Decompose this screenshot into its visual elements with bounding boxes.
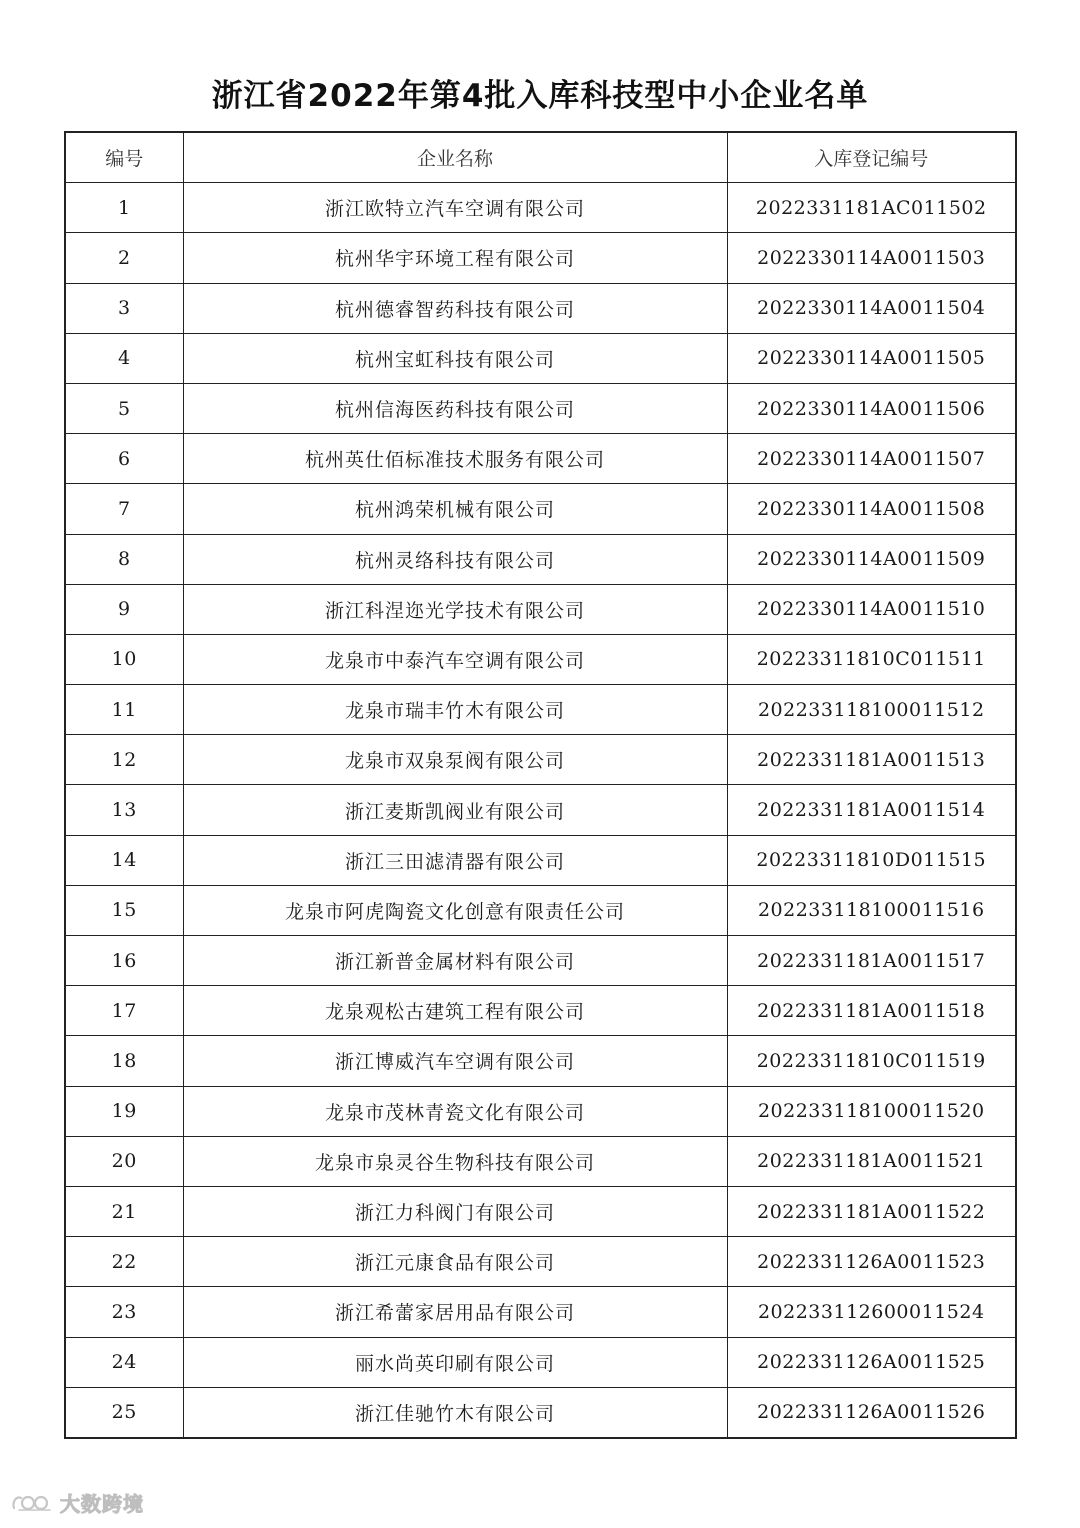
registration-code: 2022330114A0011504	[727, 283, 1016, 333]
row-number: 1	[65, 183, 183, 233]
registration-code: 2022330114A0011507	[727, 434, 1016, 484]
table-row	[65, 584, 1016, 634]
table-row	[65, 1237, 1016, 1287]
company-name: 浙江欧特立汽车空调有限公司	[183, 183, 727, 233]
company-name: 浙江三田滤清器有限公司	[183, 835, 727, 885]
row-number: 9	[65, 584, 183, 634]
table-row	[65, 484, 1016, 534]
table-row	[65, 183, 1016, 233]
table-row	[65, 986, 1016, 1036]
registration-code: 2022330114A0011510	[727, 584, 1016, 634]
company-name: 杭州华宇环境工程有限公司	[183, 233, 727, 283]
row-number: 3	[65, 283, 183, 333]
registration-code: 202233112600011524	[727, 1287, 1016, 1337]
company-name: 丽水尚英印刷有限公司	[183, 1337, 727, 1387]
company-name: 浙江力科阀门有限公司	[183, 1186, 727, 1236]
registration-code: 20223311810C011511	[727, 634, 1016, 684]
table-row	[65, 685, 1016, 735]
company-name: 杭州德睿智药科技有限公司	[183, 283, 727, 333]
row-number: 24	[65, 1337, 183, 1387]
company-name: 杭州英仕佰标准技术服务有限公司	[183, 434, 727, 484]
table-row	[65, 1086, 1016, 1136]
logo-icon	[10, 1492, 54, 1514]
row-number: 6	[65, 434, 183, 484]
registration-code: 2022330114A0011508	[727, 484, 1016, 534]
table-row	[65, 735, 1016, 785]
table-row	[65, 383, 1016, 433]
registration-code: 20223311810C011519	[727, 1036, 1016, 1086]
row-number: 21	[65, 1186, 183, 1236]
header-registration-code: 入库登记编号	[727, 132, 1016, 183]
company-name: 龙泉市瑞丰竹木有限公司	[183, 685, 727, 735]
row-number: 7	[65, 484, 183, 534]
table-row	[65, 634, 1016, 684]
watermark-text: 大数跨境	[60, 1492, 144, 1516]
registration-code: 2022331181A0011517	[727, 936, 1016, 986]
registration-code: 2022331181A0011522	[727, 1186, 1016, 1236]
table-row	[65, 233, 1016, 283]
registration-code: 20223311810D011515	[727, 835, 1016, 885]
table-row	[65, 1287, 1016, 1337]
row-number: 23	[65, 1287, 183, 1337]
table-header-row	[65, 132, 1016, 183]
header-company-name: 企业名称	[183, 132, 727, 183]
company-name: 浙江博威汽车空调有限公司	[183, 1036, 727, 1086]
company-name: 龙泉市茂林青瓷文化有限公司	[183, 1086, 727, 1136]
table-row	[65, 1136, 1016, 1186]
company-name: 浙江希蕾家居用品有限公司	[183, 1287, 727, 1337]
company-name: 浙江新普金属材料有限公司	[183, 936, 727, 986]
registration-code: 2022331181A0011518	[727, 986, 1016, 1036]
company-name: 龙泉市中泰汽车空调有限公司	[183, 634, 727, 684]
header-no: 编号	[65, 132, 183, 183]
page-title: 浙江省2022年第4批入库科技型中小企业名单	[211, 78, 869, 114]
company-name: 龙泉观松古建筑工程有限公司	[183, 986, 727, 1036]
company-name: 杭州宝虹科技有限公司	[183, 333, 727, 383]
company-name: 浙江科涅迩光学技术有限公司	[183, 584, 727, 634]
table-row	[65, 936, 1016, 986]
table-row	[65, 534, 1016, 584]
table-row	[65, 434, 1016, 484]
company-table	[64, 131, 1017, 1439]
row-number: 25	[65, 1387, 183, 1438]
company-name: 龙泉市阿虎陶瓷文化创意有限责任公司	[183, 885, 727, 935]
registration-code: 2022331181A0011513	[727, 735, 1016, 785]
row-number: 22	[65, 1237, 183, 1287]
row-number: 20	[65, 1136, 183, 1186]
row-number: 16	[65, 936, 183, 986]
row-number: 19	[65, 1086, 183, 1136]
company-name: 杭州信海医药科技有限公司	[183, 383, 727, 433]
table-row	[65, 283, 1016, 333]
registration-code: 2022331126A0011525	[727, 1337, 1016, 1387]
company-name: 杭州鸿荣机械有限公司	[183, 484, 727, 534]
company-name: 杭州灵络科技有限公司	[183, 534, 727, 584]
registration-code: 2022330114A0011505	[727, 333, 1016, 383]
table-row	[65, 1387, 1016, 1438]
registration-code: 2022331181A0011514	[727, 785, 1016, 835]
company-name: 浙江麦斯凯阀业有限公司	[183, 785, 727, 835]
company-name: 龙泉市双泉泵阀有限公司	[183, 735, 727, 785]
row-number: 18	[65, 1036, 183, 1086]
company-name: 浙江元康食品有限公司	[183, 1237, 727, 1287]
row-number: 17	[65, 986, 183, 1036]
row-number: 5	[65, 383, 183, 433]
row-number: 2	[65, 233, 183, 283]
row-number: 8	[65, 534, 183, 584]
table-row	[65, 1036, 1016, 1086]
company-name: 龙泉市泉灵谷生物科技有限公司	[183, 1136, 727, 1186]
row-number: 15	[65, 885, 183, 935]
row-number: 11	[65, 685, 183, 735]
row-number: 10	[65, 634, 183, 684]
registration-code: 202233118100011512	[727, 685, 1016, 735]
table-row	[65, 835, 1016, 885]
registration-code: 202233118100011516	[727, 885, 1016, 935]
registration-code: 2022331126A0011523	[727, 1237, 1016, 1287]
table-row	[65, 1186, 1016, 1236]
table-row	[65, 785, 1016, 835]
registration-code: 2022331181AC011502	[727, 183, 1016, 233]
registration-code: 2022330114A0011509	[727, 534, 1016, 584]
row-number: 12	[65, 735, 183, 785]
table-row	[65, 885, 1016, 935]
table-row	[65, 1337, 1016, 1387]
registration-code: 2022331181A0011521	[727, 1136, 1016, 1186]
row-number: 4	[65, 333, 183, 383]
registration-code: 2022330114A0011503	[727, 233, 1016, 283]
row-number: 14	[65, 835, 183, 885]
table-row	[65, 333, 1016, 383]
watermark	[10, 1488, 144, 1517]
registration-code: 2022330114A0011506	[727, 383, 1016, 433]
registration-code: 2022331126A0011526	[727, 1387, 1016, 1438]
row-number: 13	[65, 785, 183, 835]
company-name: 浙江佳驰竹木有限公司	[183, 1387, 727, 1438]
registration-code: 202233118100011520	[727, 1086, 1016, 1136]
